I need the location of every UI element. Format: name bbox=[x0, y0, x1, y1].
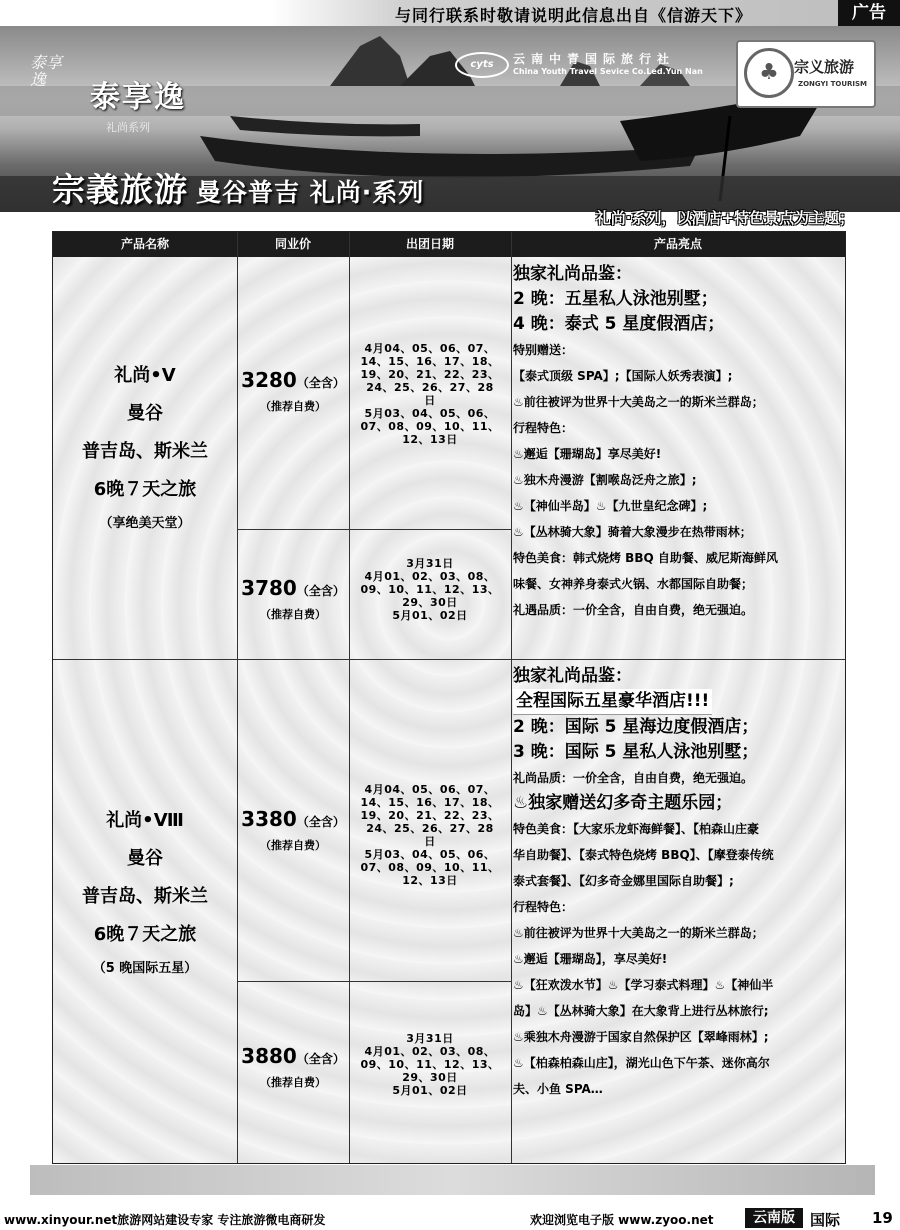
product-city: 曼谷 bbox=[127, 848, 163, 869]
partner-logo bbox=[736, 40, 876, 108]
date-line: 09、10、11、12、13、 bbox=[360, 1058, 500, 1071]
highlight-line: ♨独家赠送幻多奇主题乐园； bbox=[513, 793, 733, 813]
date-line: 12、13日 bbox=[402, 433, 458, 446]
highlights-list bbox=[513, 664, 843, 1102]
highlight-line: 夫、小鱼 SPA… bbox=[513, 1082, 603, 1096]
price-tag: （全含） bbox=[296, 584, 345, 598]
date-line: 07、08、09、10、11、 bbox=[360, 420, 500, 433]
highlight-line: 礼尚品质：一价全含，自由自费，绝无强迫。 bbox=[513, 771, 754, 785]
highlight-line: 岛】♨【丛林骑大象】在大象背上进行丛林旅行; bbox=[513, 1004, 769, 1018]
header-product-name: 产品名称 bbox=[120, 237, 169, 251]
title-sub: 曼谷普吉 礼尚·系列 bbox=[196, 178, 425, 207]
page-footer bbox=[0, 1206, 900, 1230]
price-recommend: （推荐自费） bbox=[260, 400, 326, 413]
agency-logo bbox=[455, 50, 703, 76]
highlight-line: 华自助餐】、【泰式特色烧烤 BBQ】、【摩登泰传统 bbox=[513, 848, 774, 862]
date-list bbox=[349, 342, 511, 446]
partner-logo-cn: 宗义旅游 bbox=[794, 58, 855, 76]
product-duration: 6晚７天之旅 bbox=[93, 479, 197, 500]
date-line: 29、30日 bbox=[402, 1071, 458, 1084]
highlight-line: 独家礼尚品鉴： bbox=[513, 264, 632, 284]
price-recommend: （推荐自费） bbox=[260, 1076, 326, 1089]
price-cell bbox=[237, 576, 349, 622]
date-line: 日 bbox=[424, 394, 436, 407]
price-tag: （全含） bbox=[296, 815, 345, 829]
highlight-line: ♨前往被评为世界十大美岛之一的斯米兰群岛； bbox=[513, 395, 764, 409]
highlight-line: ♨乘独木舟漫游于国家自然保护区【翠峰雨林】; bbox=[513, 1030, 769, 1044]
date-line: 3月31日 bbox=[406, 557, 454, 570]
price-amount: 3380 bbox=[241, 807, 297, 831]
footer-left: www.xinyour.net旅游网站建设专家 专注旅游微电商研发 bbox=[4, 1213, 326, 1227]
highlight-line: 3 晚：国际 5 星私人泳池别墅； bbox=[513, 742, 759, 762]
price-tag: （全含） bbox=[296, 1052, 345, 1066]
date-line: 3月31日 bbox=[406, 1032, 454, 1045]
page-title bbox=[52, 164, 424, 211]
price-cell bbox=[237, 1044, 349, 1090]
divider bbox=[237, 981, 511, 982]
top-strip bbox=[0, 0, 900, 26]
highlight-line: 特色美食：韩式烧烤 BBQ 自助餐、威尼斯海鲜风 bbox=[513, 551, 778, 565]
date-line: 5月01、02日 bbox=[392, 609, 468, 622]
highlight-line: 独家礼尚品鉴： bbox=[513, 666, 632, 686]
product-code: 礼尚•Ⅴ bbox=[114, 365, 176, 386]
highlight-line: ♨前往被评为世界十大美岛之一的斯米兰群岛； bbox=[513, 926, 764, 940]
header-dates: 出团日期 bbox=[405, 237, 454, 251]
product-islands: 普吉岛、斯米兰 bbox=[82, 441, 208, 462]
date-list bbox=[349, 783, 511, 887]
highlight-line: 2 晚：国际 5 星海边度假酒店； bbox=[513, 717, 759, 737]
divider bbox=[53, 659, 845, 660]
date-line: 07、08、09、10、11、 bbox=[360, 861, 500, 874]
product-islands: 普吉岛、斯米兰 bbox=[82, 886, 208, 907]
table-header bbox=[53, 232, 845, 257]
highlight-line: 行程特色： bbox=[513, 900, 574, 914]
date-line: 19、20、21、22、23、 bbox=[360, 809, 500, 822]
page-number: 19 bbox=[872, 1209, 893, 1227]
date-line: 29、30日 bbox=[402, 596, 458, 609]
price-recommend: （推荐自费） bbox=[260, 608, 326, 621]
thai-logo-side: 泰享逸 bbox=[30, 53, 63, 89]
product-name bbox=[53, 802, 237, 984]
date-line: 12、13日 bbox=[402, 874, 458, 887]
date-line: 14、15、16、17、18、 bbox=[360, 355, 500, 368]
highlight-line: 行程特色： bbox=[513, 421, 574, 435]
date-line: 09、10、11、12、13、 bbox=[360, 583, 500, 596]
highlight-line: 泰式套餐】、【幻多奇金娜里国际自助餐】; bbox=[513, 874, 734, 888]
decorative-band bbox=[30, 1165, 875, 1195]
section-label: 国际 bbox=[810, 1211, 841, 1229]
highlight-line: 4 晚：泰式 5 星度假酒店； bbox=[513, 314, 725, 334]
date-line: 19、20、21、22、23、 bbox=[360, 368, 500, 381]
price-recommend: （推荐自费） bbox=[260, 839, 326, 852]
header-price: 同业价 bbox=[274, 237, 311, 251]
highlight-line: ♨邂逅【珊瑚岛】享尽美好! bbox=[513, 447, 662, 461]
price-cell bbox=[237, 368, 349, 414]
thai-logo-sub: 礼尚系列 bbox=[106, 121, 150, 134]
highlight-line: ♨【神仙半岛】♨【九世皇纪念碑】; bbox=[513, 499, 708, 513]
partner-logo-en: ZONGYI TOURISM bbox=[798, 80, 867, 88]
product-note: （5 晚国际五星） bbox=[92, 961, 198, 976]
highlight-line: ♨独木舟漫游【割喉岛泛舟之旅】; bbox=[513, 473, 697, 487]
divider bbox=[237, 529, 511, 530]
highlight-line: ♨【丛林骑大象】骑着大象漫步在热带雨林； bbox=[513, 525, 752, 539]
highlight-line-boxed: 全程国际五星豪华酒店!!! bbox=[513, 689, 712, 715]
date-line: 5月03、04、05、06、 bbox=[364, 848, 496, 861]
price-cell bbox=[237, 807, 349, 853]
divider bbox=[511, 232, 512, 1163]
highlight-line: 2 晚：五星私人泳池别墅； bbox=[513, 289, 718, 309]
ad-tag: 广告 bbox=[838, 0, 900, 26]
date-line: 4月04、05、06、07、 bbox=[364, 342, 496, 355]
footprint-icon: ♣ bbox=[744, 48, 794, 98]
price-amount: 3780 bbox=[241, 576, 297, 600]
price-amount: 3880 bbox=[241, 1044, 297, 1068]
date-line: 14、15、16、17、18、 bbox=[360, 796, 500, 809]
edition-badge: 云南版 bbox=[745, 1208, 803, 1228]
highlight-line: 特色美食：【大家乐龙虾海鲜餐】、【柏森山庄豪 bbox=[513, 822, 760, 836]
product-code: 礼尚•Ⅷ bbox=[106, 810, 184, 831]
date-list bbox=[349, 1032, 511, 1097]
thai-logo-main: 泰享逸 bbox=[90, 80, 186, 115]
date-line: 4月01、02、03、08、 bbox=[364, 1045, 496, 1058]
date-line: 5月03、04、05、06、 bbox=[364, 407, 496, 420]
highlight-line: 味餐、女神养身泰式火锅、水都国际自助餐； bbox=[513, 577, 754, 591]
product-name bbox=[53, 357, 237, 539]
date-line: 24、25、26、27、28 bbox=[366, 822, 494, 835]
header-highlights: 产品亮点 bbox=[653, 237, 702, 251]
price-amount: 3280 bbox=[241, 368, 297, 392]
date-line: 4月01、02、03、08、 bbox=[364, 570, 496, 583]
date-line: 24、25、26、27、28 bbox=[366, 381, 494, 394]
highlight-line: 特别赠送： bbox=[513, 343, 574, 357]
date-line: 日 bbox=[424, 835, 436, 848]
price-tag: （全含） bbox=[296, 376, 345, 390]
agency-name-cn: 云南中青国际旅行社 bbox=[513, 52, 676, 66]
highlight-line: ♨【狂欢泼水节】♨【学习泰式料理】♨【神仙半 bbox=[513, 978, 774, 992]
product-city: 曼谷 bbox=[127, 403, 163, 424]
title-main: 宗義旅游 bbox=[52, 170, 188, 209]
date-line: 5月01、02日 bbox=[392, 1084, 468, 1097]
product-note: （享绝美天堂） bbox=[99, 516, 191, 531]
highlights-list bbox=[513, 262, 843, 623]
product-duration: 6晚７天之旅 bbox=[93, 924, 197, 945]
footer-website: 欢迎浏览电子版 www.zyoo.net bbox=[530, 1213, 714, 1227]
cyts-mark: cyts bbox=[455, 52, 509, 78]
date-list bbox=[349, 557, 511, 622]
agency-name-en: China Youth Travel Sevice Co.Led.Yun Nan bbox=[513, 67, 703, 76]
highlight-line: ♨邂逅【珊瑚岛】，享尽美好! bbox=[513, 952, 668, 966]
banner bbox=[0, 26, 900, 212]
tagline: 礼尚·系列，以酒店+特色景点为主题； bbox=[595, 209, 854, 227]
highlight-line: 【泰式顶级 SPA】;【国际人妖秀表演】; bbox=[513, 369, 733, 383]
product-table bbox=[52, 231, 846, 1164]
date-line: 4月04、05、06、07、 bbox=[364, 783, 496, 796]
source-notice: 与同行联系时敬请说明此信息出自《信游天下》 bbox=[395, 6, 753, 25]
highlight-line: ♨【柏森柏森山庄】，湖光山色下午茶、迷你高尔 bbox=[513, 1056, 770, 1070]
highlight-line: 礼遇品质：一价全含，自由自费，绝无强迫。 bbox=[513, 603, 754, 617]
